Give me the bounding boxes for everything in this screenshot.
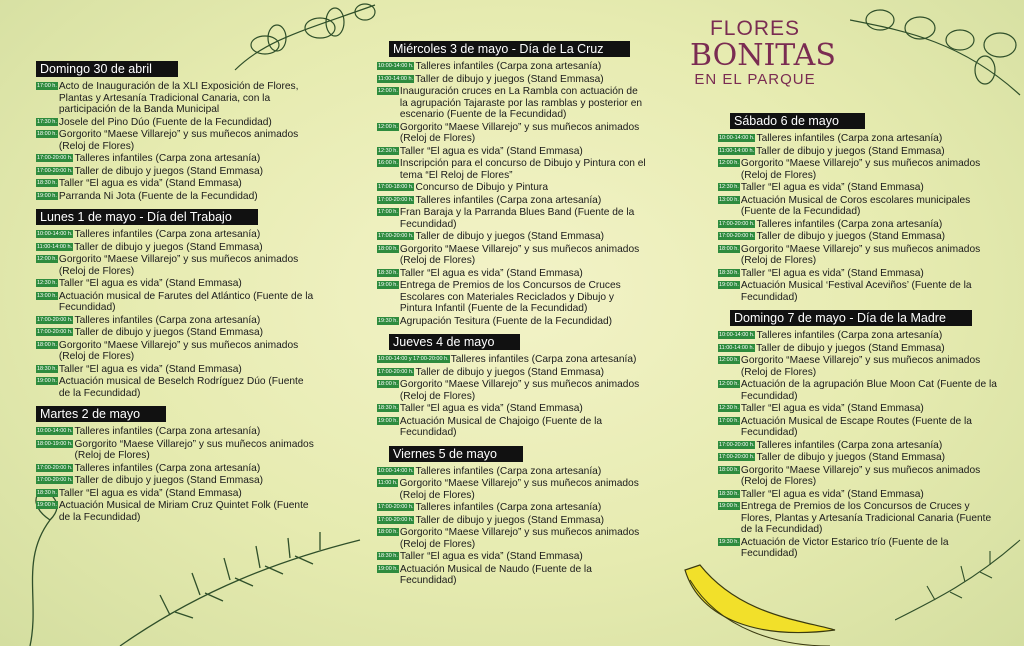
event-time-badge: 18:00 h.	[378, 381, 398, 387]
event-row	[377, 502, 647, 514]
event-row	[377, 403, 647, 415]
event-description: Talleres infantiles (Carpa zona artesanía)	[415, 194, 602, 206]
flores-bonitas-logo	[690, 17, 836, 88]
event-row	[718, 465, 1000, 488]
day-heading: Miércoles 3 de mayo - Día de La Cruz	[389, 41, 630, 57]
day-block	[36, 60, 316, 202]
event-row	[377, 379, 647, 402]
event-description: Taller “El agua es vida” (Stand Emmasa)	[740, 403, 924, 414]
event-time-badge: 12:30 h.	[378, 147, 398, 154]
event-description: Talleres infantiles (Carpa zona artesanía)	[74, 314, 261, 326]
event-row	[36, 242, 316, 254]
schedule-column-1	[36, 60, 316, 524]
event-row	[718, 355, 1000, 378]
event-description: Actuación de Victor Estarico trío (Fuente de la Fecundidad)	[740, 536, 949, 559]
event-time-badge: 17:00-20:00 h.	[719, 220, 755, 227]
event-description: Gorgorito “Maese Villarejo” y sus muñecos animados (Reloj de Flores)	[740, 158, 981, 181]
event-time-badge: 18:00 h.	[37, 341, 57, 348]
event-time-badge: 18:30 h.	[37, 365, 57, 372]
event-time-badge: 18:00 h.	[37, 131, 57, 137]
event-time-badge: 12:30 h.	[37, 280, 57, 286]
day-heading: Sábado 6 de mayo	[730, 113, 865, 129]
event-row	[377, 74, 647, 86]
event-row	[36, 191, 316, 203]
event-description: Talleres infantiles (Carpa zona artesanía)	[74, 426, 261, 437]
day-heading: Domingo 30 de abril	[36, 61, 178, 77]
event-time-badge: 17:00-20:00 h.	[37, 167, 73, 174]
event-time-badge: 17:00-20:00 h.	[378, 233, 414, 239]
event-description: Gorgorito “Maese Villarejo” y sus muñecos animados (Reloj de Flores)	[399, 121, 640, 144]
event-description: Taller “El agua es vida” (Stand Emmasa)	[399, 403, 583, 414]
event-description: Taller “El agua es vida” (Stand Emmasa)	[58, 363, 242, 375]
event-row	[718, 231, 1000, 243]
event-description: Gorgorito “Maese Villarejo” y sus muñecos animados (Reloj de Flores)	[58, 254, 299, 277]
event-row	[377, 195, 647, 207]
event-row	[36, 166, 316, 178]
event-time-badge: 17:00-20:00 h.	[719, 441, 755, 448]
event-time-badge: 12:00 h.	[378, 88, 398, 94]
event-time-badge: 19:00 h.	[378, 565, 398, 572]
event-description: Taller de dibujo y juegos (Stand Emmasa)	[756, 452, 946, 463]
event-time-badge: 18:30 h.	[719, 490, 739, 497]
event-time-badge: 13:00 h.	[37, 292, 57, 299]
event-row	[377, 207, 647, 230]
event-row	[718, 268, 1000, 280]
event-description: Entrega de Premios de los Concursos de Cruces Escolares con Materiales Reciclados y Dibujo y Pintura Infantil (Fuente de la Fecundidad)	[399, 280, 621, 314]
day-block	[377, 445, 647, 587]
day-block	[377, 333, 647, 439]
event-row	[377, 367, 647, 379]
event-row	[377, 86, 647, 121]
event-description: Fran Baraja y la Parranda Blues Band (Fuente de la Fecundidad)	[399, 207, 635, 230]
event-time-badge: 18:30 h.	[378, 405, 398, 411]
event-time-badge: 12:30 h.	[719, 405, 739, 411]
event-description: Taller “El agua es vida” (Stand Emmasa)	[740, 488, 924, 500]
event-time-badge: 17:00-20:00 h.	[719, 454, 755, 460]
event-description: Talleres infantiles (Carpa zona artesanía)	[756, 218, 943, 230]
event-time-badge: 11:00-14:00 h.	[37, 243, 73, 250]
day-block	[36, 208, 316, 399]
event-description: Talleres infantiles (Carpa zona artesanía)	[450, 354, 637, 365]
event-description: Taller “El agua es vida” (Stand Emmasa)	[740, 267, 924, 279]
event-time-badge: 12:00 h.	[719, 357, 739, 363]
event-description: Actuación Musical de Naudo (Fuente de la Fecundidad)	[399, 563, 592, 586]
event-time-badge: 17:00-18:00 h.	[378, 184, 414, 190]
event-description: Taller “El agua es vida” (Stand Emmasa)	[740, 182, 924, 193]
event-time-badge: 19:00 h.	[37, 502, 57, 508]
event-time-badge: 13:00 h.	[719, 196, 739, 203]
event-row	[36, 439, 316, 462]
event-row	[718, 195, 1000, 218]
event-time-badge: 18:00 h.	[719, 245, 739, 252]
event-row	[36, 229, 316, 241]
event-row	[718, 330, 1000, 342]
event-time-badge: 11:00-14:00 h.	[378, 75, 414, 82]
event-row	[36, 254, 316, 277]
event-time-badge: 12:30 h.	[719, 184, 739, 190]
event-description: Agrupación Tesitura (Fuente de la Fecundidad)	[399, 315, 613, 327]
event-time-badge: 17:00-20:00 h.	[378, 516, 414, 523]
event-description: Taller “El agua es vida” (Stand Emmasa)	[58, 278, 242, 289]
event-description: Actuación musical de Beselch Rodríguez Dúo (Fuente de la Fecundidad)	[58, 376, 304, 399]
event-description: Taller de dibujo y juegos (Stand Emmasa)	[415, 514, 605, 526]
event-time-badge: 17:00 h.	[719, 417, 739, 424]
event-description: Inscripción para el concurso de Dibujo y Pintura con el tema “El Reloj de Flores”	[399, 158, 646, 181]
event-description: Talleres infantiles (Carpa zona artesanía)	[756, 133, 943, 144]
event-description: Talleres infantiles (Carpa zona artesanía)	[415, 465, 602, 477]
event-row	[377, 280, 647, 315]
event-row	[36, 178, 316, 190]
day-heading: Viernes 5 de mayo	[389, 446, 523, 462]
event-row	[377, 515, 647, 527]
event-description: Taller de dibujo y juegos (Stand Emmasa)	[756, 231, 946, 242]
event-description: Actuación Musical de Chajoigo (Fuente de la Fecundidad)	[399, 415, 603, 438]
event-time-badge: 19:00 h.	[37, 192, 57, 199]
event-description: Concurso de Dibujo y Pintura	[415, 182, 548, 193]
day-heading: Jueves 4 de mayo	[389, 334, 520, 350]
event-row	[718, 343, 1000, 355]
event-description: Actuación Musical de Escape Routes (Fuente de la Fecundidad)	[740, 415, 972, 438]
event-time-badge: 17:00 h.	[378, 209, 398, 215]
event-description: Gorgorito “Maese Villarejo” y sus muñecos animados (Reloj de Flores)	[740, 464, 981, 487]
event-row	[36, 153, 316, 165]
event-description: Taller de dibujo y juegos (Stand Emmasa)	[756, 145, 945, 157]
event-row	[718, 158, 1000, 181]
event-description: Parranda Ni Jota (Fuente de la Fecundidad)	[58, 190, 258, 202]
event-description: Acto de Inauguración de la XLI Exposición de Flores, Plantas y Artesanía Tradicional Canaria, con la participación de la Banda Municipal	[58, 81, 299, 115]
event-time-badge: 12:00 h.	[719, 160, 739, 166]
event-row	[36, 340, 316, 363]
event-time-badge: 10:00-14:00 h.	[37, 231, 73, 237]
event-time-badge: 19:30 h.	[719, 538, 739, 545]
schedule-column-3	[718, 112, 1000, 561]
event-description: Entrega de Premios de los Concursos de Cruces y Flores, Plantas y Artesanía Tradicional Canaria (Fuente de la Fecundidad)	[740, 501, 992, 535]
event-description: Gorgorito “Maese Villarejo” y sus muñecos animados (Reloj de Flores)	[399, 243, 640, 266]
event-description: Taller “El agua es vida” (Stand Emmasa)	[58, 487, 242, 499]
event-description: Talleres infantiles (Carpa zona artesanía)	[756, 330, 943, 341]
event-description: Taller de dibujo y juegos (Stand Emmasa)	[74, 241, 263, 253]
day-block	[377, 40, 647, 327]
event-row	[377, 158, 647, 181]
event-time-badge: 10:00-14:00 h.	[37, 428, 73, 434]
event-description: Taller de dibujo y juegos (Stand Emmasa)	[74, 475, 264, 486]
event-time-badge: 18:30 h.	[719, 269, 739, 276]
event-description: Gorgorito “Maese Villarejo” y sus muñecos animados (Reloj de Flores)	[58, 339, 299, 362]
event-time-badge: 18:30 h.	[378, 553, 398, 559]
orchid-illustration-right	[850, 0, 1024, 110]
event-time-badge: 19:00 h.	[719, 282, 739, 288]
event-row	[36, 291, 316, 314]
event-time-badge: 10:00-14:00 h.	[719, 332, 755, 338]
event-row	[718, 379, 1000, 402]
event-time-badge: 17:00-20:00 h.	[378, 196, 414, 203]
event-row	[718, 403, 1000, 415]
event-time-badge: 18:00 h.	[378, 529, 398, 535]
event-row	[718, 182, 1000, 194]
event-row	[377, 354, 647, 366]
event-time-badge: 12:00 h.	[719, 381, 739, 387]
event-time-badge: 19:30 h.	[378, 317, 398, 324]
event-time-badge: 18:00 h.	[378, 245, 398, 252]
event-time-badge: 17:00-20:00 h.	[378, 368, 414, 375]
event-time-badge: 12:00 h.	[37, 256, 57, 262]
event-row	[36, 376, 316, 399]
event-time-badge: 19:00 h.	[378, 282, 398, 288]
event-time-badge: 18:30 h.	[37, 180, 57, 186]
event-time-badge: 18:00-19:00 h.	[37, 440, 73, 447]
event-row	[36, 278, 316, 290]
day-heading: Domingo 7 de mayo - Día de la Madre	[730, 310, 972, 326]
event-description: Gorgorito “Maese Villarejo” y sus muñecos animados (Reloj de Flores)	[74, 438, 314, 461]
event-description: Actuación Musical de Coros escolares municipales (Fuente de la Fecundidad)	[740, 194, 971, 217]
event-row	[718, 489, 1000, 501]
event-row	[718, 537, 1000, 560]
event-row	[718, 133, 1000, 145]
event-time-badge: 16:00 h.	[378, 160, 398, 166]
event-description: Josele del Pino Dúo (Fuente de la Fecundidad)	[58, 116, 272, 128]
event-row	[36, 500, 316, 523]
event-row	[377, 466, 647, 478]
event-time-badge: 17:30 h.	[37, 118, 57, 125]
event-description: Taller “El agua es vida” (Stand Emmasa)	[399, 145, 583, 157]
event-time-badge: 18:00 h.	[719, 466, 739, 473]
schedule-column-2	[377, 40, 647, 588]
event-description: Taller “El agua es vida” (Stand Emmasa)	[399, 267, 583, 279]
event-description: Talleres infantiles (Carpa zona artesanía)	[415, 61, 602, 72]
event-time-badge: 10:00-14:00 h.	[719, 135, 755, 141]
logo-line-1: FLORES	[709, 17, 801, 40]
logo-line-3: EN EL PARQUE	[694, 71, 816, 88]
logo-line-2: BONITAS	[690, 38, 836, 73]
event-time-badge: 17:00-20:00 h.	[37, 155, 73, 161]
day-block	[36, 405, 316, 523]
event-description: Gorgorito “Maese Villarejo” y sus muñecos animados (Reloj de Flores)	[740, 243, 981, 266]
day-block	[718, 309, 1000, 560]
event-row	[718, 219, 1000, 231]
event-time-badge: 17:00-20:00 h.	[37, 477, 73, 483]
event-row	[718, 440, 1000, 452]
event-time-badge: 17:00 h.	[37, 83, 57, 89]
event-description: Gorgorito “Maese Villarejo” y sus muñecos animados (Reloj de Flores)	[58, 129, 299, 152]
event-time-badge: 18:30 h.	[37, 489, 57, 496]
event-description: Taller de dibujo y juegos (Stand Emmasa)	[74, 165, 264, 177]
event-time-badge: 11:00 h.	[378, 480, 398, 486]
event-time-badge: 19:00 h.	[378, 417, 398, 424]
event-description: Inauguración cruces en La Rambla con actuación de la agrupación Tajaraste por las ramblas y posterior en escenario (Fuente de la Fecundidad)	[399, 86, 643, 120]
event-description: Gorgorito “Maese Villarejo” y sus muñecos animados (Reloj de Flores)	[399, 478, 639, 501]
banana-illustration	[680, 560, 840, 646]
event-description: Gorgorito “Maese Villarejo” y sus muñecos animados (Reloj de Flores)	[399, 379, 640, 402]
event-row	[36, 117, 316, 129]
event-description: Talleres infantiles (Carpa zona artesanía)	[756, 439, 943, 451]
day-heading: Martes 2 de mayo	[36, 406, 166, 422]
event-description: Taller “El agua es vida” (Stand Emmasa)	[399, 551, 583, 562]
event-row	[377, 416, 647, 439]
event-row	[377, 231, 647, 243]
event-row	[36, 426, 316, 438]
event-description: Taller de dibujo y juegos (Stand Emmasa)	[415, 73, 604, 85]
event-row	[377, 61, 647, 73]
event-row	[36, 81, 316, 116]
event-time-badge: 10:00-14:00 y 17:00-20:00 h.	[378, 356, 449, 362]
event-description: Talleres infantiles (Carpa zona artesanía)	[415, 502, 602, 513]
event-row	[377, 564, 647, 587]
event-description: Gorgorito “Maese Villarejo” y sus muñecos animados (Reloj de Flores)	[740, 355, 981, 378]
event-time-badge: 10:00-14:00 h.	[378, 63, 414, 69]
event-row	[718, 244, 1000, 267]
event-row	[36, 475, 316, 487]
event-row	[36, 364, 316, 376]
day-block	[718, 112, 1000, 303]
event-description: Talleres infantiles (Carpa zona artesanía)	[74, 153, 261, 164]
event-row	[377, 244, 647, 267]
event-row	[377, 316, 647, 328]
event-time-badge: 10:00-14:00 h.	[378, 467, 414, 474]
event-row	[377, 268, 647, 280]
event-description: Taller de dibujo y juegos (Stand Emmasa)	[74, 327, 264, 338]
event-time-badge: 19:00 h.	[719, 503, 739, 509]
event-row	[377, 478, 647, 501]
event-time-badge: 17:00-20:00 h.	[37, 316, 73, 323]
event-description: Talleres infantiles (Carpa zona artesanía)	[74, 229, 261, 240]
event-time-badge: 17:00-20:00 h.	[37, 464, 73, 471]
event-time-badge: 18:30 h.	[378, 269, 398, 276]
event-row	[377, 527, 647, 550]
event-row	[718, 280, 1000, 303]
event-time-badge: 11:00-14:00 h.	[719, 344, 755, 351]
day-heading: Lunes 1 de mayo - Día del Trabajo	[36, 209, 258, 225]
event-row	[36, 488, 316, 500]
event-description: Actuación musical de Farutes del Atlántico (Fuente de la Fecundidad)	[58, 290, 314, 313]
event-row	[36, 327, 316, 339]
event-row	[377, 122, 647, 145]
event-row	[718, 501, 1000, 536]
event-description: Taller de dibujo y juegos (Stand Emmasa)	[415, 231, 605, 242]
event-row	[377, 182, 647, 194]
event-time-badge: 17:00-20:00 h.	[378, 504, 414, 510]
event-description: Talleres infantiles (Carpa zona artesanía)	[74, 462, 261, 474]
event-row	[718, 416, 1000, 439]
event-description: Actuación de la agrupación Blue Moon Cat (Fuente de la Fecundidad)	[740, 379, 997, 402]
event-description: Taller de dibujo y juegos (Stand Emmasa)	[756, 342, 945, 354]
event-description: Actuación Musical ‘Festival Aceviños’ (Fuente de la Fecundidad)	[740, 280, 972, 303]
event-time-badge: 17:00-20:00 h.	[37, 329, 73, 335]
event-row	[718, 146, 1000, 158]
event-description: Actuación Musical de Miriam Cruz Quintet Folk (Fuente de la Fecundidad)	[58, 500, 309, 523]
event-row	[36, 315, 316, 327]
event-time-badge: 11:00-14:00 h.	[719, 147, 755, 154]
event-description: Gorgorito “Maese Villarejo” y sus muñecos animados (Reloj de Flores)	[399, 527, 640, 550]
event-description: Taller “El agua es vida” (Stand Emmasa)	[58, 178, 242, 189]
event-row	[377, 551, 647, 563]
event-time-badge: 19:00 h.	[37, 378, 57, 384]
event-row	[718, 452, 1000, 464]
event-description: Taller de dibujo y juegos (Stand Emmasa)	[415, 366, 605, 378]
event-row	[377, 146, 647, 158]
event-row	[36, 463, 316, 475]
event-time-badge: 12:00 h.	[378, 123, 398, 130]
event-row	[36, 129, 316, 152]
event-time-badge: 17:00-20:00 h.	[719, 233, 755, 239]
